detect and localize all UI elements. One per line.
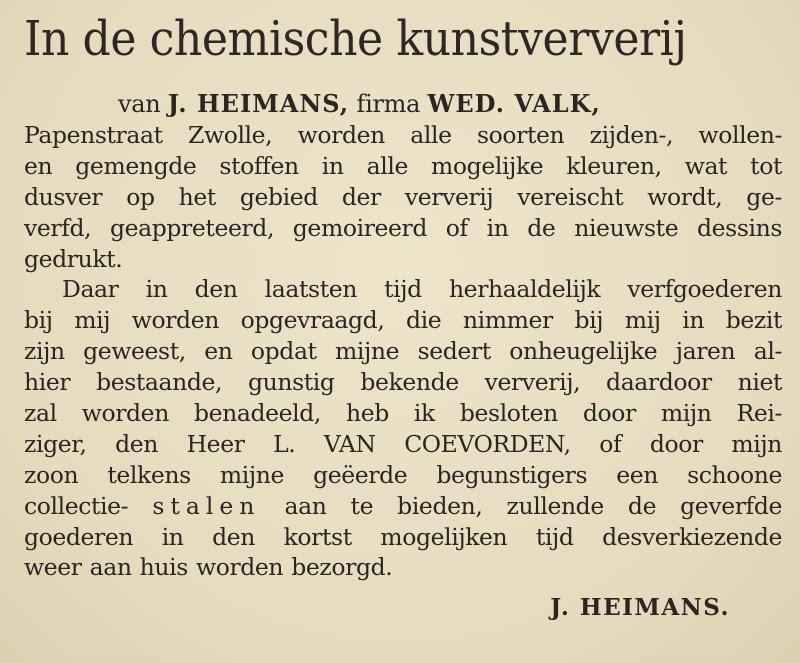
text-line: en gemengde stoffen in alle mogelijke kleuren, wat tot bbox=[24, 151, 782, 180]
firm-name: WED. VALK, bbox=[427, 89, 601, 118]
byline-middle: firma bbox=[356, 90, 421, 118]
paragraph-2 bbox=[24, 274, 782, 583]
text-line: dusver op het gebied der ververij vereischt wordt, ge- bbox=[24, 182, 782, 211]
byline bbox=[118, 88, 782, 120]
signature: J. HEIMANS. bbox=[550, 594, 730, 622]
text-line: verfd, geappreteerd, gemoireerd of in de nieuwste dessins bbox=[24, 213, 782, 242]
proprietor-name: J. HEIMANS, bbox=[167, 89, 350, 118]
collectie-suffix: aan te bieden, zullende de geverfde bbox=[284, 491, 782, 520]
paragraph-1 bbox=[24, 120, 782, 274]
byline-prefix: van bbox=[118, 90, 161, 118]
spaced-word-stalen: stalen bbox=[152, 491, 261, 520]
text-line: zoon telkens mijne geëerde begunstigers een schoone bbox=[24, 460, 782, 489]
text-line: goederen in den kortst mogelijken tijd desverkiezende bbox=[24, 522, 782, 551]
text-line: gedrukt. bbox=[24, 244, 123, 273]
headline: In de chemische kunstververij bbox=[24, 11, 687, 67]
text-line: bij mij worden opgevraagd, die nimmer bij mij in bezit bbox=[24, 306, 782, 335]
text-line: zijn geweest, en opdat mijne sedert onheugelijke jaren al- bbox=[24, 337, 782, 366]
text-line: zal worden benadeeld, heb ik besloten door mijn Rei- bbox=[24, 399, 782, 428]
collectie-prefix: collectie- bbox=[24, 491, 129, 520]
text-line: Daar in den laatsten tijd herhaaldelijk verfgoederen bbox=[62, 275, 782, 304]
text-line: hier bestaande, gunstig bekende ververij, daardoor niet bbox=[24, 368, 782, 397]
text-line: Papenstraat Zwolle, worden alle soorten zijden-, wollen- bbox=[24, 121, 782, 149]
text-line-collectie bbox=[24, 491, 782, 522]
text-line: ziger, den Heer L. VAN COEVORDEN, of door mijn bbox=[24, 429, 782, 458]
text-line: weer aan huis worden bezorgd. bbox=[24, 553, 393, 582]
